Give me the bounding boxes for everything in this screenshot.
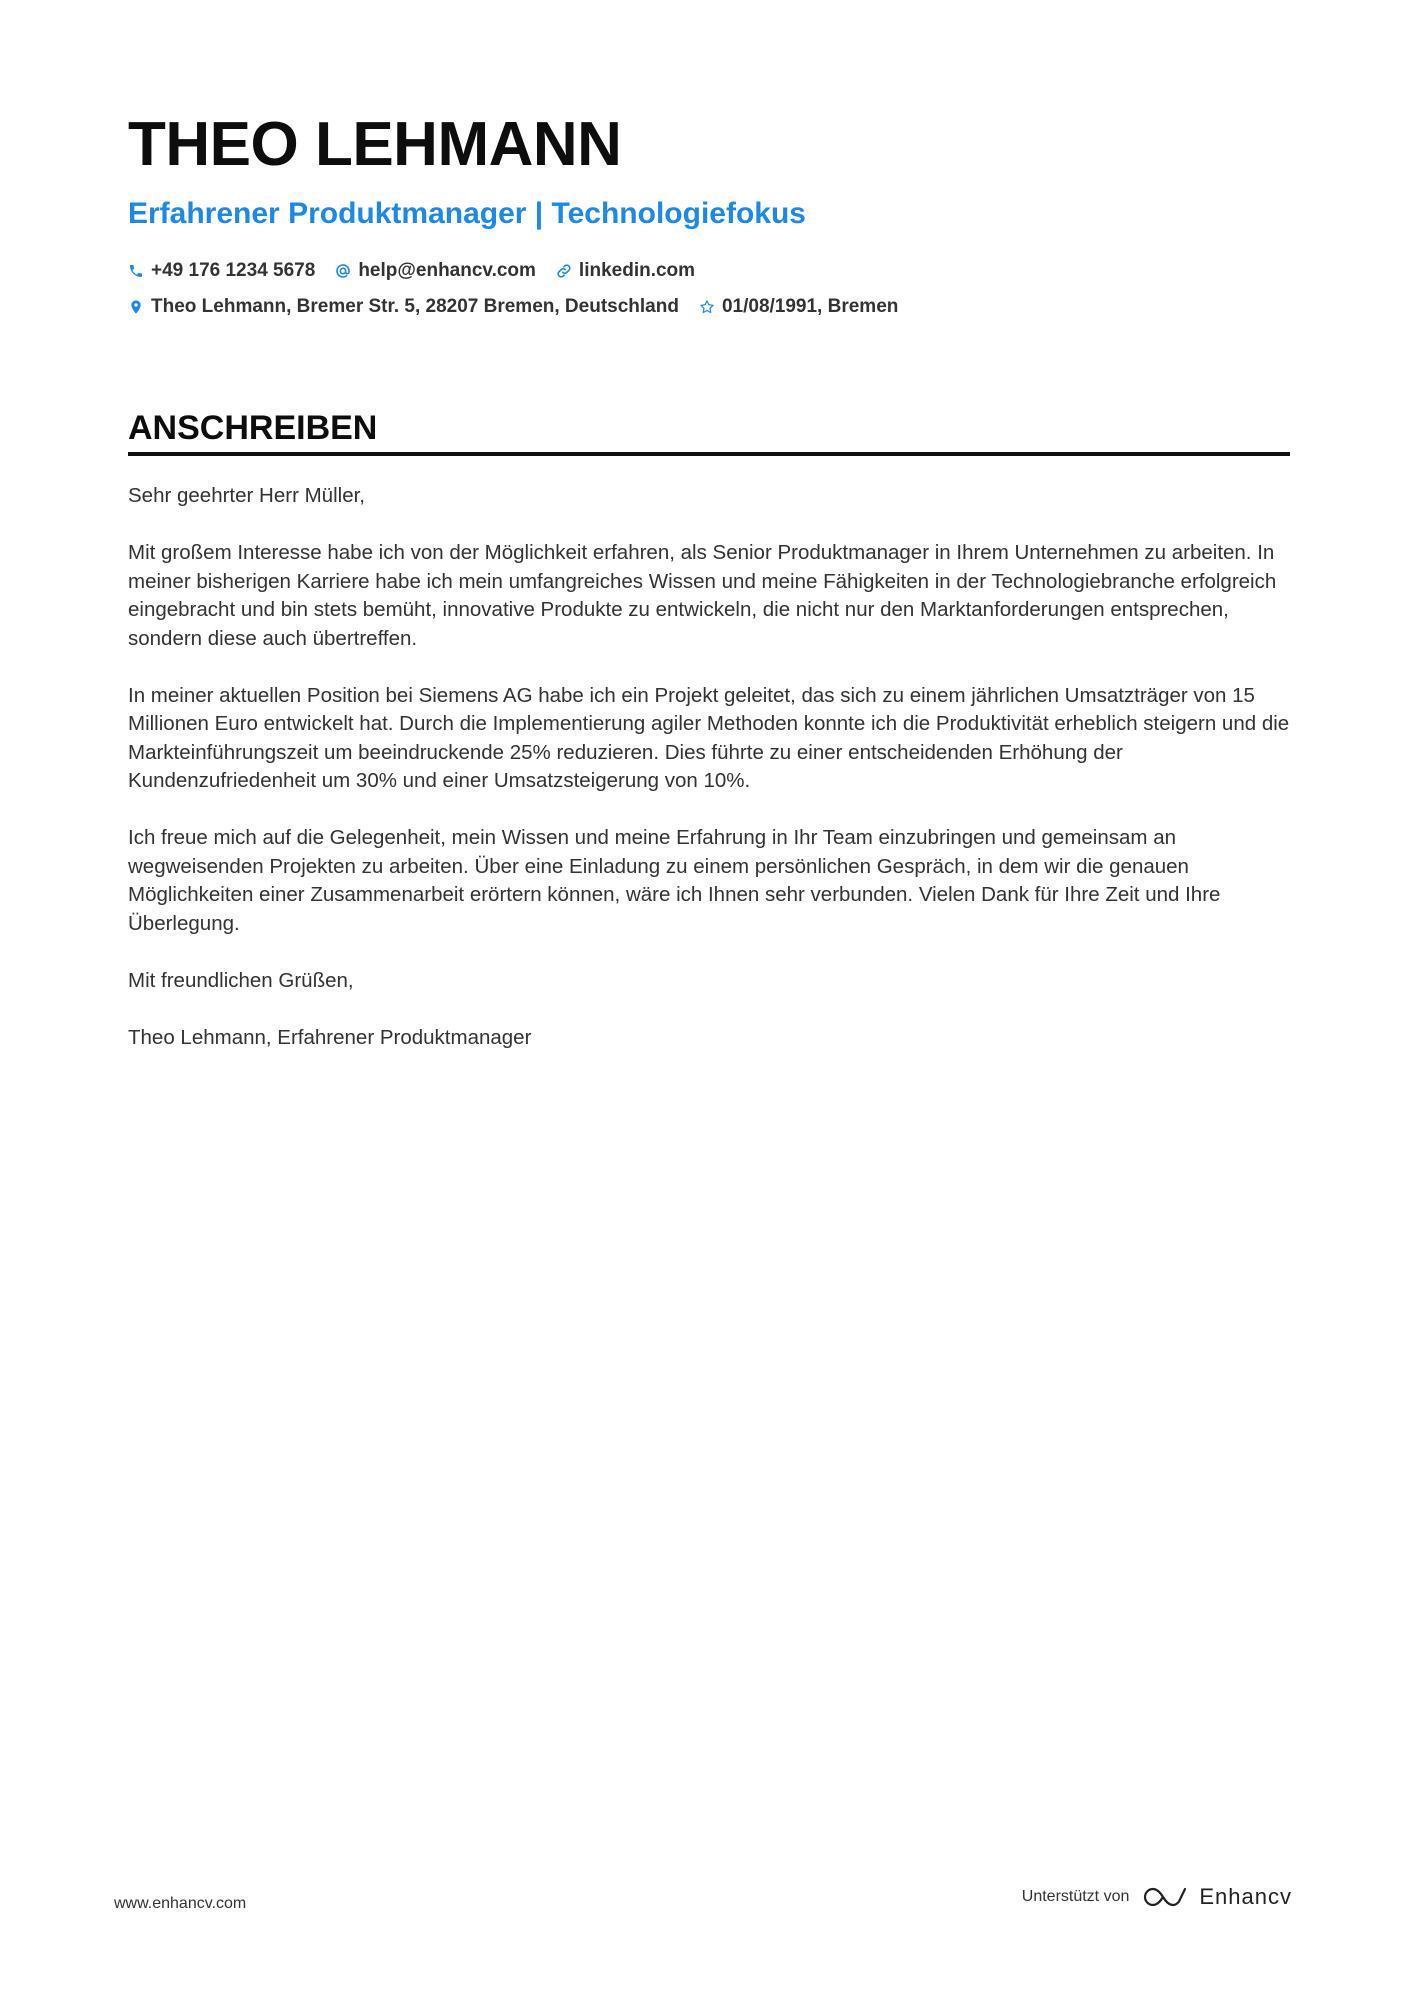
- letter-salutation: Sehr geehrter Herr Müller,: [128, 484, 365, 507]
- contact-birth: [699, 296, 898, 318]
- footer-url[interactable]: www.enhancv.com: [114, 1895, 247, 1912]
- section-title: ANSCHREIBEN: [128, 409, 378, 447]
- contact-phone: [128, 260, 315, 282]
- link-text: linkedin.com: [578, 260, 696, 281]
- section-divider: [128, 452, 1290, 456]
- enhancv-wordmark: Enhancv: [1199, 1884, 1292, 1909]
- contact-row-1: [128, 260, 1290, 282]
- letter-paragraph: Ich freue mich auf die Gelegenheit, mein Wissen und meine Erfahrung in Ihr Team einzubringen und gemeinsam an wegweisenden Projekten zu arbeiten. Über eine Einladung zu einem persönlichen Gespräch, in dem wir die genauen Möglichkeiten einer Zusammenarbeit erörtern können, wäre ich Ihnen sehr verbunden. Vielen Dank für Ihre Zeit und Ihre Überlegung.: [128, 826, 1221, 935]
- phone-text: +49 176 1234 5678: [151, 260, 316, 281]
- applicant-name: THEO LEHMANN: [128, 110, 622, 179]
- powered-by-label: Unterstützt von: [1021, 1888, 1130, 1905]
- star-icon: [699, 299, 715, 315]
- contact-row-2: [128, 296, 1290, 318]
- address-text: Theo Lehmann, Bremer Str. 5, 28207 Bremen, Deutschland: [151, 296, 679, 317]
- letter-signature: Theo Lehmann, Erfahrener Produktmanager: [128, 1025, 532, 1049]
- location-pin-icon: [128, 299, 144, 315]
- enhancv-logo-icon: [1141, 1884, 1187, 1910]
- at-icon: [335, 263, 351, 279]
- applicant-headline: Erfahrener Produktmanager | Technologiefokus: [128, 197, 806, 230]
- contact-link[interactable]: [556, 260, 695, 282]
- letter-paragraph: Mit großem Interesse habe ich von der Möglichkeit erfahren, als Senior Produktmanager in Ihrem Unternehmen zu arbeiten. In meiner bisherigen Karriere habe ich mein umfangreiches Wissen und meine Fähigkeiten in der Technologiebranche erfolgreich eingebracht und bin stets bemüht, innovative Produkte zu entwickeln, die nicht nur den Marktanforderungen entsprechen, sondern diese auch übertreffen.: [128, 541, 1277, 650]
- link-icon: [556, 263, 572, 279]
- birth-text: 01/08/1991, Bremen: [721, 296, 899, 317]
- letter-body: [128, 482, 1290, 1052]
- powered-by[interactable]: [1022, 1884, 1292, 1910]
- contact-email[interactable]: [335, 260, 536, 282]
- email-text: help@enhancv.com: [358, 260, 536, 281]
- phone-icon: [128, 263, 144, 279]
- letter-paragraph: In meiner aktuellen Position bei Siemens AG habe ich ein Projekt geleitet, das sich zu einem jährlichen Umsatzträger von 15 Millionen Euro entwickelt hat. Durch die Implementierung agiler Methoden konnte ich die Produktivität erheblich steigern und die Markteinführungszeit um beeindruckende 25% reduzieren. Dies führte zu einer entscheidenden Erhöhung der Kundenzufriedenheit um 30% und einer Umsatzsteigerung von 10%.: [128, 683, 1290, 792]
- contact-address: [128, 296, 679, 318]
- cover-letter-page: [128, 110, 1290, 1081]
- letter-closing: Mit freundlichen Grüßen,: [128, 968, 354, 992]
